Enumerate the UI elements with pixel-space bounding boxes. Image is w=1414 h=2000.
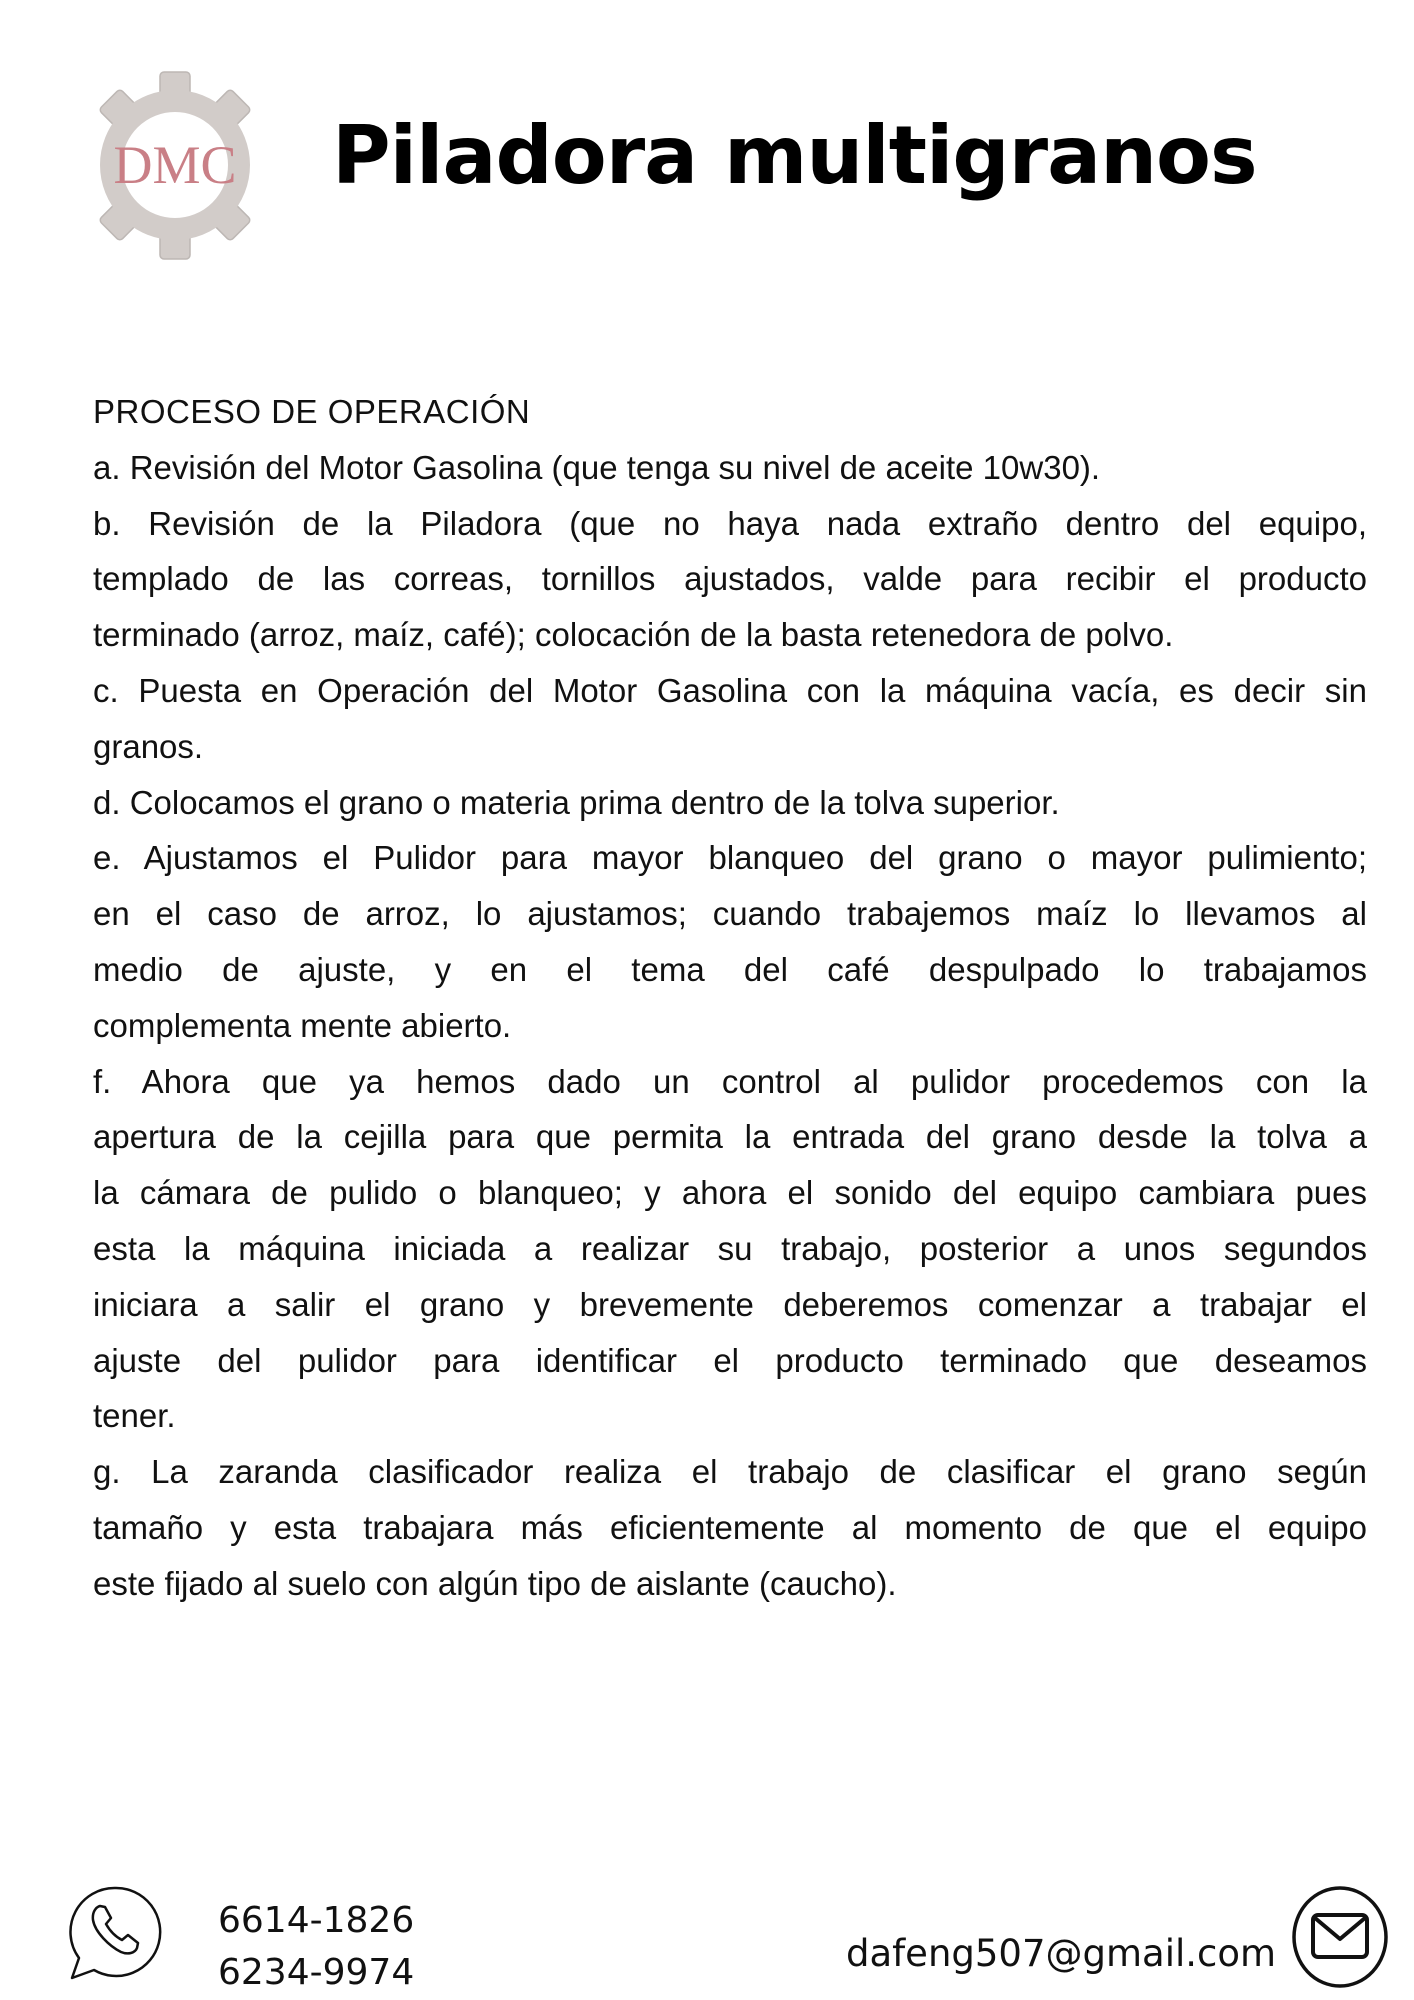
text-line: g. La zaranda clasificador realiza el trabajo de clasificar el grano según xyxy=(93,1453,1367,1491)
text-line: d. Colocamos el grano o materia prima dentro de la tolva superior. xyxy=(93,783,1060,821)
section-heading: PROCESO DE OPERACIÓN xyxy=(93,393,531,430)
operation-process xyxy=(93,384,1367,1612)
text-line: c. Puesta en Operación del Motor Gasolina con la máquina vacía, es decir sin xyxy=(93,671,1367,709)
phone-numbers xyxy=(218,1895,414,1999)
text-line: esta la máquina iniciada a realizar su trabajo, posterior a unos segundos xyxy=(93,1229,1367,1267)
text-line: la cámara de pulido o blanqueo; y ahora el sonido del equipo cambiara pues xyxy=(93,1174,1367,1212)
text-line: granos. xyxy=(93,727,204,765)
text-line: a. Revisión del Motor Gasolina (que tenga su nivel de aceite 10w30). xyxy=(93,448,1101,486)
whatsapp-icon xyxy=(64,1882,168,1986)
mail-icon xyxy=(1290,1885,1390,1989)
gear-icon xyxy=(80,68,270,263)
page-title: Piladora multigranos xyxy=(332,109,1257,202)
text-line: en el caso de arroz, lo ajustamos; cuando trabajemos maíz lo llevamos al xyxy=(93,895,1367,933)
text-line: apertura de la cejilla para que permita la entrada del grano desde la tolva a xyxy=(93,1118,1367,1156)
text-line: este fijado al suelo con algún tipo de aislante (caucho). xyxy=(93,1564,897,1602)
phone-number[interactable]: 6234-9974 xyxy=(218,1952,415,1993)
text-line: templado de las correas, tornillos ajustados, valde para recibir el producto xyxy=(93,560,1367,598)
text-line: iniciara a salir el grano y brevemente deberemos comenzar a trabajar el xyxy=(93,1285,1367,1323)
text-line: tener. xyxy=(93,1397,176,1435)
text-line: f. Ahora que ya hemos dado un control al pulidor procedemos con la xyxy=(93,1062,1367,1100)
text-line: e. Ajustamos el Pulidor para mayor blanqueo del grano o mayor pulimiento; xyxy=(93,839,1367,877)
email-address[interactable]: dafeng507@gmail.com xyxy=(846,1932,1277,1975)
text-line: terminado (arroz, maíz, café); colocación de la basta retenedora de polvo. xyxy=(93,616,1174,654)
company-logo xyxy=(80,68,270,263)
text-line: b. Revisión de la Piladora (que no haya nada extraño dentro del equipo, xyxy=(93,504,1367,542)
text-line: complementa mente abierto. xyxy=(93,1006,512,1044)
text-line: medio de ajuste, y en el tema del café despulpado lo trabajamos xyxy=(93,950,1367,988)
logo-text: DMC xyxy=(113,135,237,195)
text-line: ajuste del pulidor para identificar el producto terminado que deseamos xyxy=(93,1341,1367,1379)
phone-number[interactable]: 6614-1826 xyxy=(218,1900,415,1941)
text-line: tamaño y esta trabajara más eficientemente al momento de que el equipo xyxy=(93,1508,1367,1546)
